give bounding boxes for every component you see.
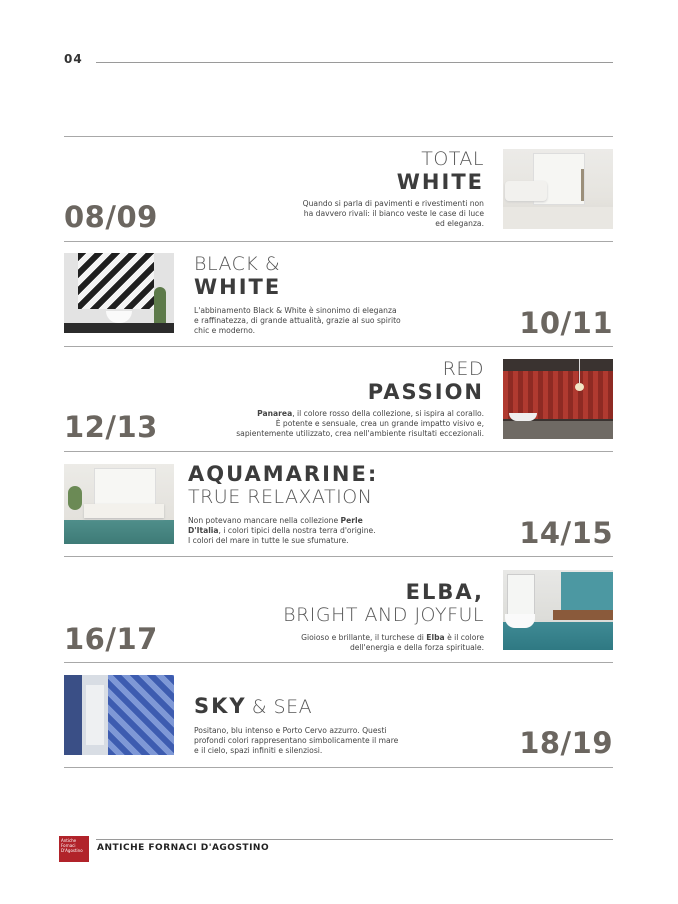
title-light: TRUE RELAXATION (188, 486, 373, 508)
collection-name: Elba (426, 633, 445, 642)
desc-line (234, 633, 484, 643)
desc-line (190, 409, 484, 419)
desc-line: ed eleganza. (435, 219, 484, 229)
desc-text: , il colore rosso della collezione, si ispira al corallo. (292, 409, 484, 418)
section-divider (64, 241, 613, 242)
header-rule (96, 62, 613, 63)
section-title-aquamarine (188, 462, 448, 508)
title-bold: WHITE (194, 275, 282, 299)
brand-name: ANTICHE FORNACI D'AGOSTINO (97, 843, 270, 853)
page-number: 04 (64, 52, 83, 66)
desc-line: Quando si parla di pavimenti e rivestimenti non (302, 199, 484, 208)
footer-rule (96, 839, 613, 840)
desc-text: , i colori tipici della nostra terra d'origine. (218, 526, 376, 536)
section-description (188, 516, 458, 547)
page-range: 16/17 (64, 622, 158, 656)
desc-line: È potente e sensuale, crea un grande impatto visivo e, (275, 419, 484, 429)
desc-line: profondi colori rappresentano simbolicamente il mare (194, 736, 399, 746)
section-title-black-white (194, 253, 394, 299)
section-divider (64, 346, 613, 347)
desc-line (188, 526, 458, 536)
photo-aquamarine-bedroom (64, 464, 174, 544)
page-range: 12/13 (64, 410, 158, 444)
section-divider (64, 767, 613, 768)
section-title-red-passion (330, 358, 484, 404)
page-range: 10/11 (519, 306, 613, 340)
logo-line: D'Agostino (61, 848, 83, 853)
title-bold: PASSION (367, 380, 484, 404)
section-divider (64, 662, 613, 663)
section-description (194, 726, 454, 757)
section-divider (64, 556, 613, 557)
section-title-sky-sea (194, 694, 394, 718)
page-range: 08/09 (64, 200, 158, 234)
title-light: BRIGHT AND JOYFUL (283, 604, 484, 626)
desc-line: sapientemente utilizzato, crea nell'ambiente risultati eccezionali. (236, 429, 484, 439)
desc-line: L'abbinamento Black & White è sinonimo di eleganza (194, 306, 397, 315)
title-bold: AQUAMARINE: (188, 462, 379, 486)
page-range: 18/19 (519, 726, 613, 760)
logo-line: Antiche (61, 838, 77, 843)
title-light: TOTAL (421, 148, 484, 170)
section-description (194, 306, 454, 337)
photo-black-white-bathroom (64, 253, 174, 333)
photo-red-tiles-bathroom (503, 359, 613, 439)
desc-text: Gioioso e brillante, il turchese di (301, 633, 427, 642)
collection-name: D'Italia (188, 526, 219, 536)
page-range: 14/15 (519, 516, 613, 550)
section-description (190, 409, 484, 440)
title-light: BLACK & (194, 253, 281, 275)
section-description (234, 633, 484, 653)
title-bold: ELBA, (405, 580, 484, 604)
section-title-total-white (330, 148, 484, 194)
desc-text: è il colore (444, 633, 484, 642)
desc-line: dell'energia e della forza spirituale. (349, 643, 484, 653)
title-light: RED (442, 358, 484, 380)
desc-line: I colori del mare in tutte le sue sfumature. (188, 536, 349, 546)
title-light: & SEA (251, 696, 313, 718)
desc-text: Non potevano mancare nella collezione (188, 516, 341, 525)
photo-white-living-room (503, 149, 613, 229)
collection-name: Perle (340, 516, 363, 525)
section-title-elba (224, 580, 484, 626)
title-bold: WHITE (396, 170, 484, 194)
title-bold: SKY (194, 694, 247, 718)
photo-sky-sea-shower (64, 675, 174, 755)
desc-line: e raffinatezza, di grande attualità, grazie al suo spirito (194, 316, 401, 326)
brand-logo (59, 836, 89, 862)
desc-line: ha davvero rivali: il bianco veste le case di luce (303, 209, 484, 219)
section-divider (64, 136, 613, 137)
section-description (250, 199, 484, 230)
desc-line: chic e moderno. (194, 326, 256, 336)
desc-line: Positano, blu intenso e Porto Cervo azzurro. Questi (194, 726, 387, 735)
desc-line: e il cielo, spazi infiniti e silenziosi. (194, 746, 323, 756)
logo-line: Fornaci (61, 843, 76, 848)
desc-line (188, 516, 458, 526)
collection-name: Panarea (257, 409, 293, 418)
photo-turquoise-bathroom (503, 570, 613, 650)
section-divider (64, 451, 613, 452)
